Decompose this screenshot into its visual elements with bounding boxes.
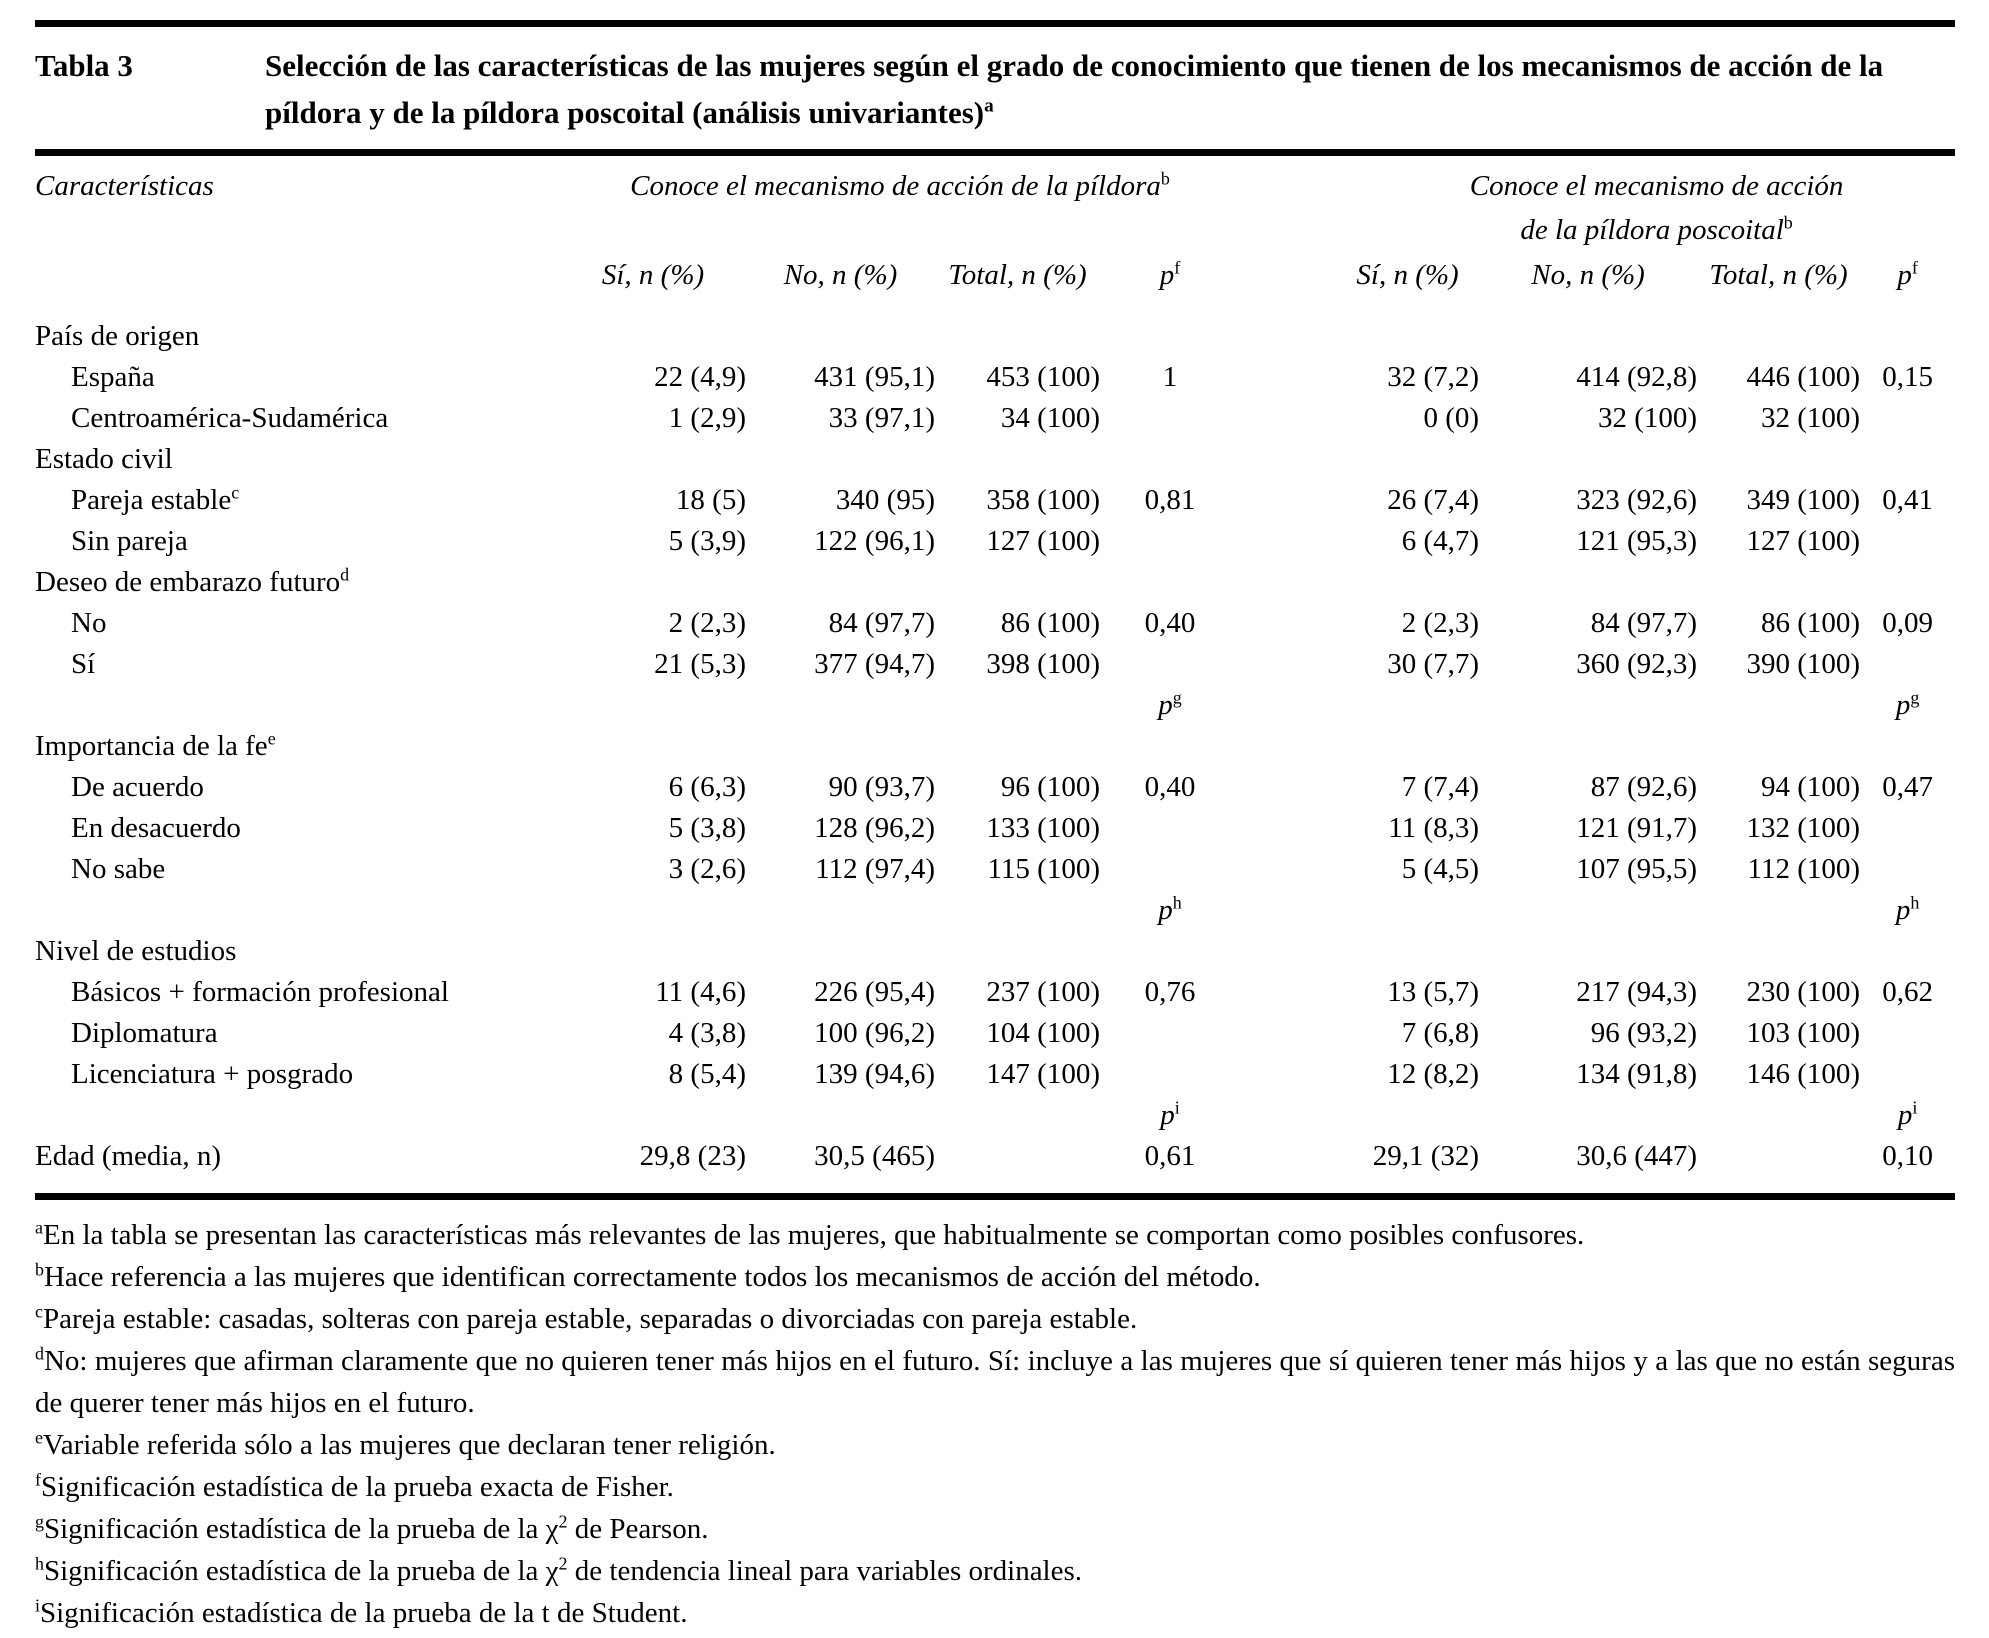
value-cell [1479,439,1697,480]
value-cell: 33 (97,1) [828,402,935,434]
value-cell: 2 (2,3) [668,607,746,639]
chi-symbol: χ [545,1513,559,1545]
pill-group-header-superscript: b [1160,168,1170,189]
row-label: No [71,607,107,639]
value-cell [935,685,1100,726]
value-cell [560,931,746,972]
p-value-cell: 0,10 [1882,1140,1933,1172]
top-rule [35,20,1955,27]
table-title-text: Selección de las características de las mujeres según el grado de conocimiento que tienen de los mecanismos de acción de la píldora y de la píldora poscoital (análisis univariantes) [265,48,1884,130]
value-cell: 12 (8,2) [1387,1058,1480,1090]
value-cell: 217 (94,3) [1576,976,1698,1008]
value-cell: 22 (4,9) [654,361,746,393]
value-cell: 1 (2,9) [668,402,746,434]
col-header-total-left [935,252,1100,298]
p-value-cell [1100,644,1240,685]
value-cell [1697,1095,1860,1136]
footnotes [35,1214,1955,1634]
value-cell [935,890,1100,931]
table-body [35,298,1955,1177]
value-cell: 132 (100) [1746,812,1861,844]
col-header-total-left-text: Total, n (%) [948,259,1087,291]
data-row [35,521,1955,562]
p-value-cell [1860,1054,1955,1095]
value-cell [1240,726,1479,767]
value-cell: 414 (92,8) [1576,361,1698,393]
p-value-cell [1860,562,1955,603]
footnote-rule [35,1193,1955,1200]
p-value-cell [1100,439,1240,480]
p-symbol: p [1897,259,1912,291]
p-label-row [35,1095,1955,1136]
data-row [35,398,1955,439]
row-label: No sabe [71,853,166,885]
p-value-cell [1100,1013,1240,1054]
p-value-cell: 0,41 [1882,484,1933,516]
p-value-cell: $p^g$ [1158,687,1182,721]
p-label-row [35,890,1955,931]
p-value-cell [1860,931,1955,972]
footnote: $^h$Significación estadística de la prueba de la $\chi^2$ de tendencia lineal para variables ordinales. [35,1553,1083,1587]
value-cell: 431 (95,1) [814,361,935,393]
category-row [35,931,1955,972]
p-value-cell: 0,15 [1882,361,1933,393]
row-label: Centroamérica-Sudamérica [71,402,389,434]
row-label: Pareja estable$^c$ [71,482,240,516]
category-row [35,439,1955,480]
data-row [35,767,1955,808]
postcoital-group-header-superscript: b [1783,212,1793,233]
p-value-cell [1860,644,1955,685]
value-cell: 11 (8,3) [1388,812,1480,844]
value-cell: 30 (7,7) [1387,648,1480,680]
p-value-cell: 1 [1162,361,1178,393]
value-cell: 127 (100) [1746,525,1861,557]
value-cell: 5 (3,9) [668,525,746,557]
value-cell: 226 (95,4) [814,976,935,1008]
value-cell [1697,685,1860,726]
value-cell: 340 (95) [835,484,935,516]
value-cell: 349 (100) [1746,484,1861,516]
p-value-cell [1860,521,1955,562]
p-value-cell: 0,40 [1144,607,1196,639]
col-header-no-right-text: No, n (%) [1531,259,1645,291]
p-symbol: p [1159,259,1175,291]
value-cell: 86 (100) [1760,607,1861,639]
value-cell: 323 (92,6) [1576,484,1698,516]
p-value-cell [1860,398,1955,439]
value-cell: 398 (100) [986,648,1100,680]
value-cell: 112 (100) [1747,853,1861,885]
value-cell: 30,6 (447) [1576,1140,1698,1172]
value-cell: 94 (100) [1760,771,1861,803]
value-cell: 29,1 (32) [1372,1140,1480,1172]
p-value-cell [1100,726,1240,767]
value-cell [935,1095,1100,1136]
group-header-row [35,164,1955,252]
postcoital-group-header-line2 [1358,208,1955,252]
value-cell: 4 (3,8) [668,1017,746,1049]
col-header-p-left [1100,252,1240,298]
footnote: $^a$En la tabla se presentan las características más relevantes de las mujeres, que habitualmente se comportan como posibles confusores. [35,1217,1585,1251]
characteristics-header [35,164,560,298]
value-cell [1240,562,1479,603]
value-cell: 107 (95,5) [1576,853,1698,885]
p-value-cell: $p^h$ [1158,892,1182,926]
p-value-cell: $p^h$ [1895,892,1920,926]
row-label [35,890,560,931]
value-cell: 127 (100) [986,525,1100,557]
value-cell: 18 (5) [675,484,746,516]
table-number-text: Tabla 3 [35,48,133,83]
value-cell [1697,890,1860,931]
p-value-cell [1860,808,1955,849]
value-cell: 2 (2,3) [1401,607,1480,639]
p-value-cell: 0,47 [1882,771,1933,803]
value-cell: 7 (7,4) [1401,771,1480,803]
value-cell: 453 (100) [986,361,1100,393]
data-row [35,849,1955,890]
p-value-cell [1860,726,1955,767]
value-cell: 96 (100) [1000,771,1100,803]
data-row [35,1054,1955,1095]
value-cell: 103 (100) [1746,1017,1861,1049]
p-value-cell: 0,09 [1882,607,1933,639]
data-row [35,972,1955,1013]
category-row [35,298,1955,357]
value-cell: 104 (100) [986,1017,1100,1049]
value-cell [1479,562,1697,603]
data-row [35,1013,1955,1054]
p-value-cell [1100,521,1240,562]
data-row [35,808,1955,849]
value-cell [1479,890,1697,931]
value-cell [1479,931,1697,972]
col-header-total-right-text: Total, n (%) [1709,259,1848,291]
value-cell: 29,8 (23) [639,1140,746,1172]
value-cell: 13 (5,7) [1387,976,1480,1008]
value-cell: 32 (100) [1597,402,1698,434]
value-cell [560,1095,746,1136]
p-label-row [35,685,1955,726]
postcoital-group-header-line1: Conoce el mecanismo de acción [1469,170,1844,202]
p-value-cell [1100,398,1240,439]
value-cell [560,298,746,357]
value-cell [1479,726,1697,767]
value-cell [1479,685,1697,726]
p-value-cell: 0,76 [1144,976,1196,1008]
row-label [35,1095,560,1136]
row-label: Diplomatura [71,1017,218,1049]
value-cell: 3 (2,6) [668,853,746,885]
value-cell: 87 (92,6) [1590,771,1698,803]
p-value-cell [1860,439,1955,480]
characteristics-header-text: Características [35,170,214,202]
data-row [35,603,1955,644]
data-row [35,357,1955,398]
value-cell: 34 (100) [1000,402,1100,434]
value-cell: 128 (96,2) [814,812,935,844]
p-value-cell: 0,62 [1882,976,1933,1008]
value-cell [1697,1136,1860,1177]
col-header-p-right [1860,252,1955,298]
row-label: País de origen [35,320,200,352]
value-cell [1697,562,1860,603]
p-value-cell [1100,1054,1240,1095]
footnote: $^e$Variable referida sólo a las mujeres que declaran tener religión. [35,1427,776,1461]
value-cell: 121 (91,7) [1576,812,1698,844]
value-cell: 5 (4,5) [1401,853,1480,885]
value-cell: 11 (4,6) [655,976,746,1008]
p-value-cell [1100,849,1240,890]
value-cell: 32 (100) [1760,402,1861,434]
row-label: Básicos + formación profesional [71,976,449,1008]
value-cell: 6 (4,7) [1401,525,1480,557]
value-cell: 146 (100) [1746,1058,1861,1090]
col-header-total-right [1697,252,1860,298]
p-value-cell: 0,61 [1144,1140,1196,1172]
p-value-cell [1100,808,1240,849]
value-cell: 5 (3,8) [668,812,746,844]
table-title-superscript: a [984,95,994,117]
pill-group-header-text: Conoce el mecanismo de acción de la píldora [630,170,1161,202]
footnote: $^g$Significación estadística de la prueba de la $\chi^2$ de Pearson. [35,1511,709,1545]
value-cell [560,439,746,480]
value-cell [1479,298,1697,357]
value-cell: 96 (93,2) [1590,1017,1698,1049]
col-header-si-left [560,252,746,298]
postcoital-group-header-line2-text: de la píldora poscoital [1520,214,1784,246]
value-cell: 86 (100) [1000,607,1100,639]
value-cell: 446 (100) [1746,361,1861,393]
row-label: De acuerdo [71,771,204,803]
value-cell: 26 (7,4) [1387,484,1480,516]
value-cell [1240,931,1479,972]
value-cell: 134 (91,8) [1576,1058,1698,1090]
value-cell [1697,439,1860,480]
row-label: España [71,361,155,393]
value-cell [746,439,935,480]
data-row [35,480,1955,521]
value-cell: 6 (6,3) [668,771,746,803]
value-cell: 0 (0) [1423,402,1480,434]
row-label: Deseo de embarazo futuro$^d$ [35,564,350,598]
value-cell [746,685,935,726]
value-cell: 7 (6,8) [1401,1017,1480,1049]
row-label: Sin pareja [71,525,188,557]
p-value-cell [1100,562,1240,603]
p-value-cell: $p^g$ [1895,687,1920,721]
row-label: Edad (media, n) [35,1140,222,1172]
value-cell: 147 (100) [986,1058,1100,1090]
footnote: $^c$Pareja estable: casadas, solteras con pareja estable, separadas o divorciadas con pareja estable. [35,1301,1138,1335]
value-cell [1240,439,1479,480]
footnote: $^i$Significación estadística de la prueba de la t de Student. [35,1595,688,1629]
row-label: Nivel de estudios [35,935,237,967]
footnote: $^b$Hace referencia a las mujeres que identifican correctamente todos los mecanismos de acción del método. [35,1259,1261,1293]
value-cell [935,298,1100,357]
p-value-cell: $p^i$ [1897,1097,1918,1131]
row-label [35,685,560,726]
row-label: En desacuerdo [71,812,241,844]
p-superscript: f [1174,257,1181,278]
footnote: $^f$Significación estadística de la prueba exacta de Fisher. [35,1469,674,1503]
value-cell: 115 (100) [987,853,1100,885]
p-value-cell [1860,849,1955,890]
value-cell [1479,1095,1697,1136]
postcoital-group-header [1240,164,1955,252]
value-cell [746,1095,935,1136]
header-rule [35,149,1955,156]
value-cell [746,726,935,767]
row-label: Estado civil [35,443,173,475]
value-cell: 32 (7,2) [1387,361,1480,393]
p-value-cell [1100,931,1240,972]
value-cell: 21 (5,3) [654,648,746,680]
value-cell: 100 (96,2) [814,1017,935,1049]
col-header-no-right [1479,252,1697,298]
value-cell: 121 (95,3) [1576,525,1698,557]
value-cell [746,562,935,603]
value-cell [935,931,1100,972]
value-cell: 133 (100) [986,812,1100,844]
value-cell [935,1136,1100,1177]
col-header-no-left-text: No, n (%) [783,259,898,291]
value-cell: 112 (97,4) [815,853,935,885]
chi-symbol: χ [545,1555,559,1587]
pill-group-header [560,164,1240,252]
row-label: Sí [71,648,96,680]
data-row [35,1136,1955,1177]
value-cell [560,890,746,931]
value-cell: 377 (94,7) [814,648,935,680]
value-cell [560,685,746,726]
category-row [35,726,1955,767]
value-cell [746,298,935,357]
col-header-si-left-text: Sí, n (%) [601,259,705,291]
value-cell: 237 (100) [986,976,1100,1008]
value-cell: 90 (93,7) [828,771,935,803]
value-cell: 122 (96,1) [814,525,935,557]
p-value-cell [1860,1013,1955,1054]
row-label: Importancia de la $fe^e$ [35,728,276,762]
table-number-label [35,42,265,89]
data-table [35,164,1955,1177]
col-header-si-right-text: Sí, n (%) [1356,259,1459,291]
value-cell [935,562,1100,603]
row-label: Licenciatura + posgrado [71,1058,354,1090]
footnote: $^d$No: mujeres que afirman claramente que no quieren tener más hijos en el futuro. Sí: incluye a las mujeres que sí quieren tener más hijos y a las que no están seguras de querer tener más hijos en el futuro. [35,1343,1955,1419]
table-title [265,42,1955,136]
value-cell [746,931,935,972]
value-cell: 230 (100) [1746,976,1861,1008]
value-cell [1697,726,1860,767]
p-value-cell: 0,40 [1144,771,1196,803]
value-cell [1697,931,1860,972]
value-cell [746,890,935,931]
value-cell: 84 (97,7) [1590,607,1698,639]
value-cell [1240,685,1479,726]
value-cell [1240,890,1479,931]
p-superscript: f [1911,257,1918,278]
col-header-si-right [1240,252,1479,298]
value-cell [935,439,1100,480]
p-value-cell [1100,298,1240,357]
value-cell [560,726,746,767]
value-cell [935,726,1100,767]
value-cell: 360 (92,3) [1576,648,1698,680]
value-cell: 84 (97,7) [828,607,935,639]
col-header-no-left [746,252,935,298]
value-cell [1697,298,1860,357]
value-cell [1240,298,1479,357]
value-cell [560,562,746,603]
p-value-cell: $p^i$ [1160,1097,1180,1131]
category-row [35,562,1955,603]
value-cell: 139 (94,6) [814,1058,935,1090]
value-cell: 358 (100) [986,484,1100,516]
value-cell: 30,5 (465) [814,1140,935,1172]
p-value-cell: 0,81 [1144,484,1196,516]
value-cell [1240,1095,1479,1136]
p-value-cell [1860,298,1955,357]
table-title-bar [35,27,1955,149]
data-row [35,644,1955,685]
value-cell: 390 (100) [1746,648,1861,680]
value-cell: 8 (5,4) [668,1058,746,1090]
